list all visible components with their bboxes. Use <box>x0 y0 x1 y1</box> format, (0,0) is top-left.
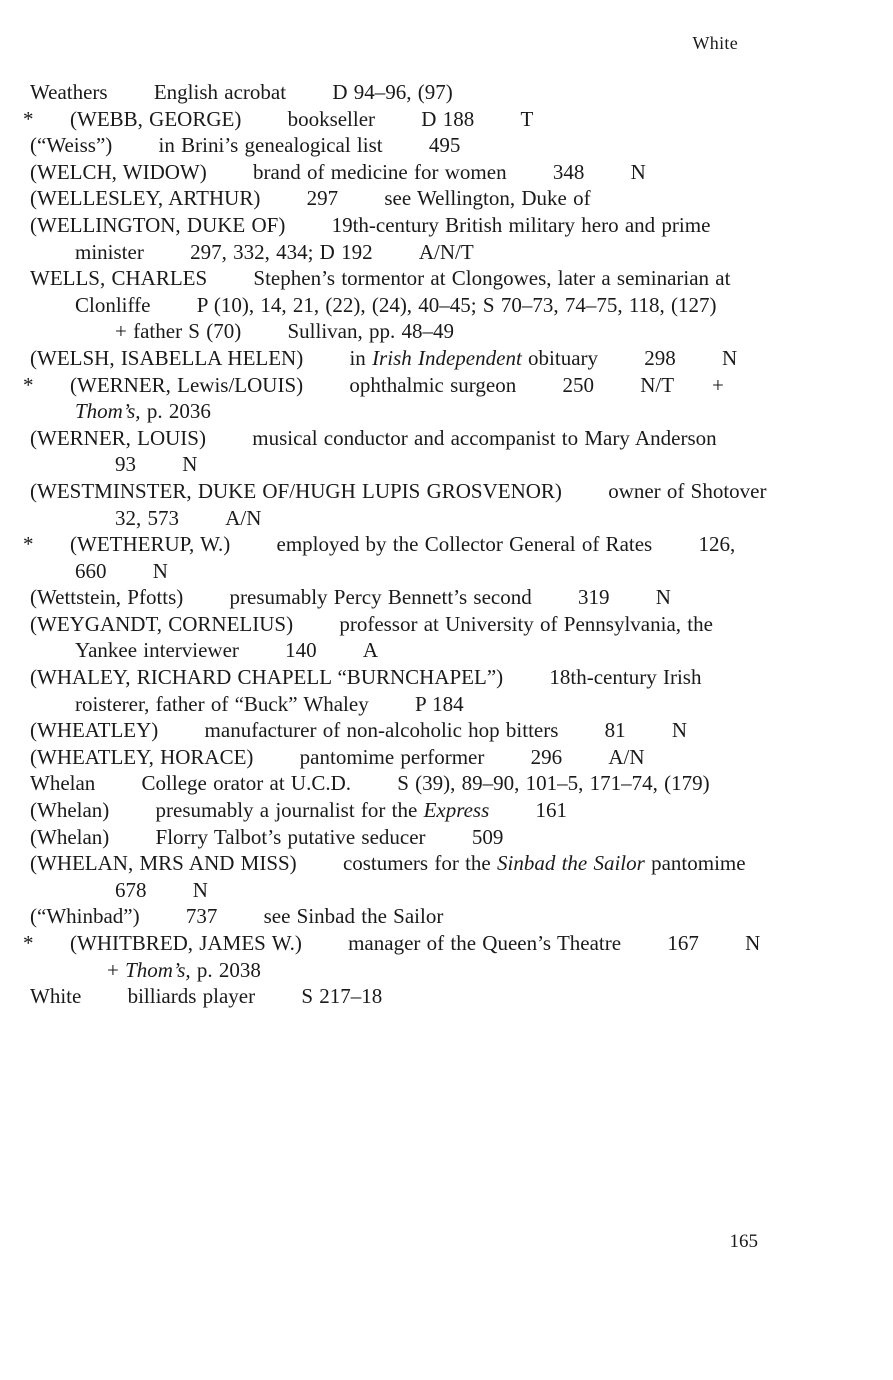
text-part: in <box>349 345 373 370</box>
entry-field: 297, 332, 434; D 192 <box>190 239 373 264</box>
entry-field: pantomime performer <box>299 744 485 769</box>
entry-field: manager of the Queen’s Theatre <box>348 931 622 955</box>
entry-heading: White <box>30 984 82 1009</box>
entry-heading: (WHEATLEY) <box>30 718 159 743</box>
index-entry <box>30 159 770 186</box>
index-entry <box>30 850 770 903</box>
entry-field: Stephen’s tormentor at Clongowes, later a seminarian at Clonliffe <box>75 266 731 317</box>
entry-heading: (WESTMINSTER, DUKE OF/HUGH LUPIS GROSVENOR) <box>30 478 562 503</box>
entry-field: see Wellington, Duke of <box>384 186 591 211</box>
text-part: + <box>107 957 126 982</box>
index-entry <box>30 611 770 664</box>
entry-heading: (“Weiss”) <box>30 133 113 158</box>
index-entry <box>30 770 770 797</box>
entry-field: College orator at U.C.D. <box>141 771 351 796</box>
text-part: + <box>711 372 724 397</box>
entry-field: N <box>630 159 646 184</box>
entry-field: 298 <box>644 345 676 370</box>
text-part: p. 2036 <box>140 399 211 424</box>
entry-field: 32, 573 <box>115 505 179 530</box>
entry-field: billiards player <box>127 984 256 1009</box>
entry-field: 161 <box>535 798 568 823</box>
index-entry <box>30 824 770 851</box>
entry-heading: (WETHERUP, W.) <box>70 532 231 557</box>
entry-field: 81 <box>604 718 626 743</box>
entry-field: see Sinbad the Sailor <box>263 904 444 929</box>
entry-field: P (10), 14, 21, (22), (24), 40–45; S 70–73, 74–75, 118, (127) <box>196 292 717 317</box>
entry-field: presumably Percy Bennett’s second <box>229 585 532 610</box>
entry-field: 296 <box>530 744 563 769</box>
entry-field: + father S (70) <box>115 319 242 344</box>
entry-field: ophthalmic surgeon <box>349 372 517 397</box>
entry-heading: (WHALEY, RICHARD CHAPELL “BURNCHAPEL”) <box>30 665 504 690</box>
entry-field: D 188 <box>421 106 475 131</box>
italic-title: Thom’s, <box>75 399 141 424</box>
asterisk-marker: * <box>23 931 34 955</box>
asterisk-marker: * <box>23 106 34 131</box>
text-part: pantomime <box>644 851 746 876</box>
italic-title: Express <box>423 798 490 823</box>
index-entry <box>30 478 770 531</box>
index-entry <box>23 106 770 133</box>
index-entries <box>23 79 770 1010</box>
entry-field: 250 <box>562 372 594 397</box>
entry-field: 678 <box>115 877 147 902</box>
index-entry <box>30 584 770 611</box>
italic-title: Sinbad the Sailor <box>496 851 645 876</box>
index-entry <box>30 79 770 106</box>
entry-field: N <box>152 558 168 583</box>
entry-field: English acrobat <box>153 80 287 104</box>
entry-heading: WELLS, CHARLES <box>30 266 208 291</box>
entry-field: N <box>192 877 208 902</box>
index-entry <box>30 717 770 744</box>
entry-heading: (WHITBRED, JAMES W.) <box>70 931 302 955</box>
entry-field: N <box>655 585 671 610</box>
entry-field: musical conductor and accompanist to Mary Anderson <box>252 425 717 450</box>
entry-field: A/N/T <box>418 239 474 264</box>
entry-field: N <box>745 931 761 955</box>
entry-heading: Whelan <box>30 771 96 796</box>
entry-field: 348 <box>552 159 585 184</box>
entry-heading: (“Whinbad”) <box>30 904 140 929</box>
entry-description <box>343 851 746 875</box>
index-entry <box>30 345 770 372</box>
text-part: obituary <box>521 345 599 370</box>
entry-heading: (WELLINGTON, DUKE OF) <box>30 212 286 237</box>
entry-field: 297 <box>306 186 339 211</box>
entry-field: 737 <box>185 904 218 929</box>
entry-field: employed by the Collector General of Rates <box>276 532 653 557</box>
index-entry <box>23 930 770 983</box>
entry-heading: (Whelan) <box>30 798 110 823</box>
entry-field: brand of medicine for women <box>252 159 507 184</box>
index-entry <box>23 531 770 584</box>
entry-field: 140 <box>285 638 317 663</box>
text-part: p. 2038 <box>190 957 261 982</box>
entry-description <box>156 798 490 822</box>
entry-field: A/N <box>608 744 645 769</box>
entry-field: 19th-century British military hero and prime minister <box>75 212 711 264</box>
asterisk-marker: * <box>23 532 34 557</box>
index-entry <box>30 903 770 930</box>
entry-heading: (WHELAN, MRS AND MISS) <box>30 851 297 876</box>
entry-field: 93 <box>115 452 136 477</box>
entry-description <box>349 346 598 370</box>
entry-heading: (WERNER, Lewis/LOUIS) <box>70 372 304 397</box>
entry-field: professor at University of Pennsylvania, the Yankee interviewer <box>75 611 713 663</box>
entry-field: N/T <box>640 372 674 397</box>
entry-heading: Weathers <box>30 80 108 104</box>
entry-field: Sullivan, pp. 48–49 <box>287 319 454 344</box>
entry-field: 319 <box>577 585 610 610</box>
text-part: costumers for the <box>342 851 497 876</box>
entry-field: Florry Talbot’s putative seducer <box>155 824 426 849</box>
entry-field: 18th-century Irish roisterer, father of “Buck” Whaley <box>75 665 702 716</box>
entry-field: S 217–18 <box>301 984 383 1009</box>
entry-field: A/N <box>225 505 262 530</box>
entry-field: 509 <box>471 824 504 849</box>
entry-heading: (Whelan) <box>30 824 110 849</box>
index-entry <box>30 744 770 771</box>
index-entry <box>30 185 770 212</box>
index-entry <box>30 265 770 345</box>
entry-field: 126, 660 <box>75 532 736 583</box>
entry-field: bookseller <box>287 106 376 131</box>
italic-title: Thom’s, <box>125 957 191 982</box>
index-entry <box>30 425 770 478</box>
italic-title: Irish Independent <box>372 345 522 370</box>
entry-field: 495 <box>428 133 461 158</box>
entry-reference <box>107 958 261 982</box>
index-entry <box>30 797 770 824</box>
entry-field: A <box>362 638 379 663</box>
entry-field: in Brini’s genealogical list <box>158 133 383 158</box>
entry-field: N <box>722 345 738 370</box>
entry-heading: (WELLESLEY, ARTHUR) <box>30 186 261 211</box>
entry-heading: (WEYGANDT, CORNELIUS) <box>30 611 294 636</box>
running-head: White <box>692 33 738 53</box>
entry-field: N <box>182 452 198 477</box>
entry-field: 167 <box>667 931 699 955</box>
entry-field: S (39), 89–90, 101–5, 171–74, (179) <box>397 771 710 796</box>
entry-heading: (WELSH, ISABELLA HELEN) <box>30 345 304 370</box>
text-part: presumably a journalist for the <box>155 798 424 823</box>
entry-heading: (WERNER, LOUIS) <box>30 425 206 450</box>
index-entry <box>30 664 770 717</box>
asterisk-marker: * <box>23 372 34 397</box>
entry-heading: (Wettstein, Pfotts) <box>30 585 184 610</box>
entry-heading: (WHEATLEY, HORACE) <box>30 744 254 769</box>
index-entry <box>30 212 770 265</box>
entry-field: manufacturer of non-alcoholic hop bitters <box>204 718 559 743</box>
entry-field: owner of Shotover <box>608 478 767 503</box>
entry-field: D 94–96, (97) <box>332 80 453 104</box>
entry-field: N <box>671 718 688 743</box>
entry-field: T <box>520 106 534 131</box>
page-number: 165 <box>729 1231 758 1252</box>
index-entry <box>30 132 770 159</box>
index-entry <box>23 372 770 425</box>
entry-heading: (WEBB, GEORGE) <box>70 106 242 131</box>
entry-field: P 184 <box>414 691 464 716</box>
entry-heading: (WELCH, WIDOW) <box>30 159 207 184</box>
index-entry <box>30 983 770 1010</box>
